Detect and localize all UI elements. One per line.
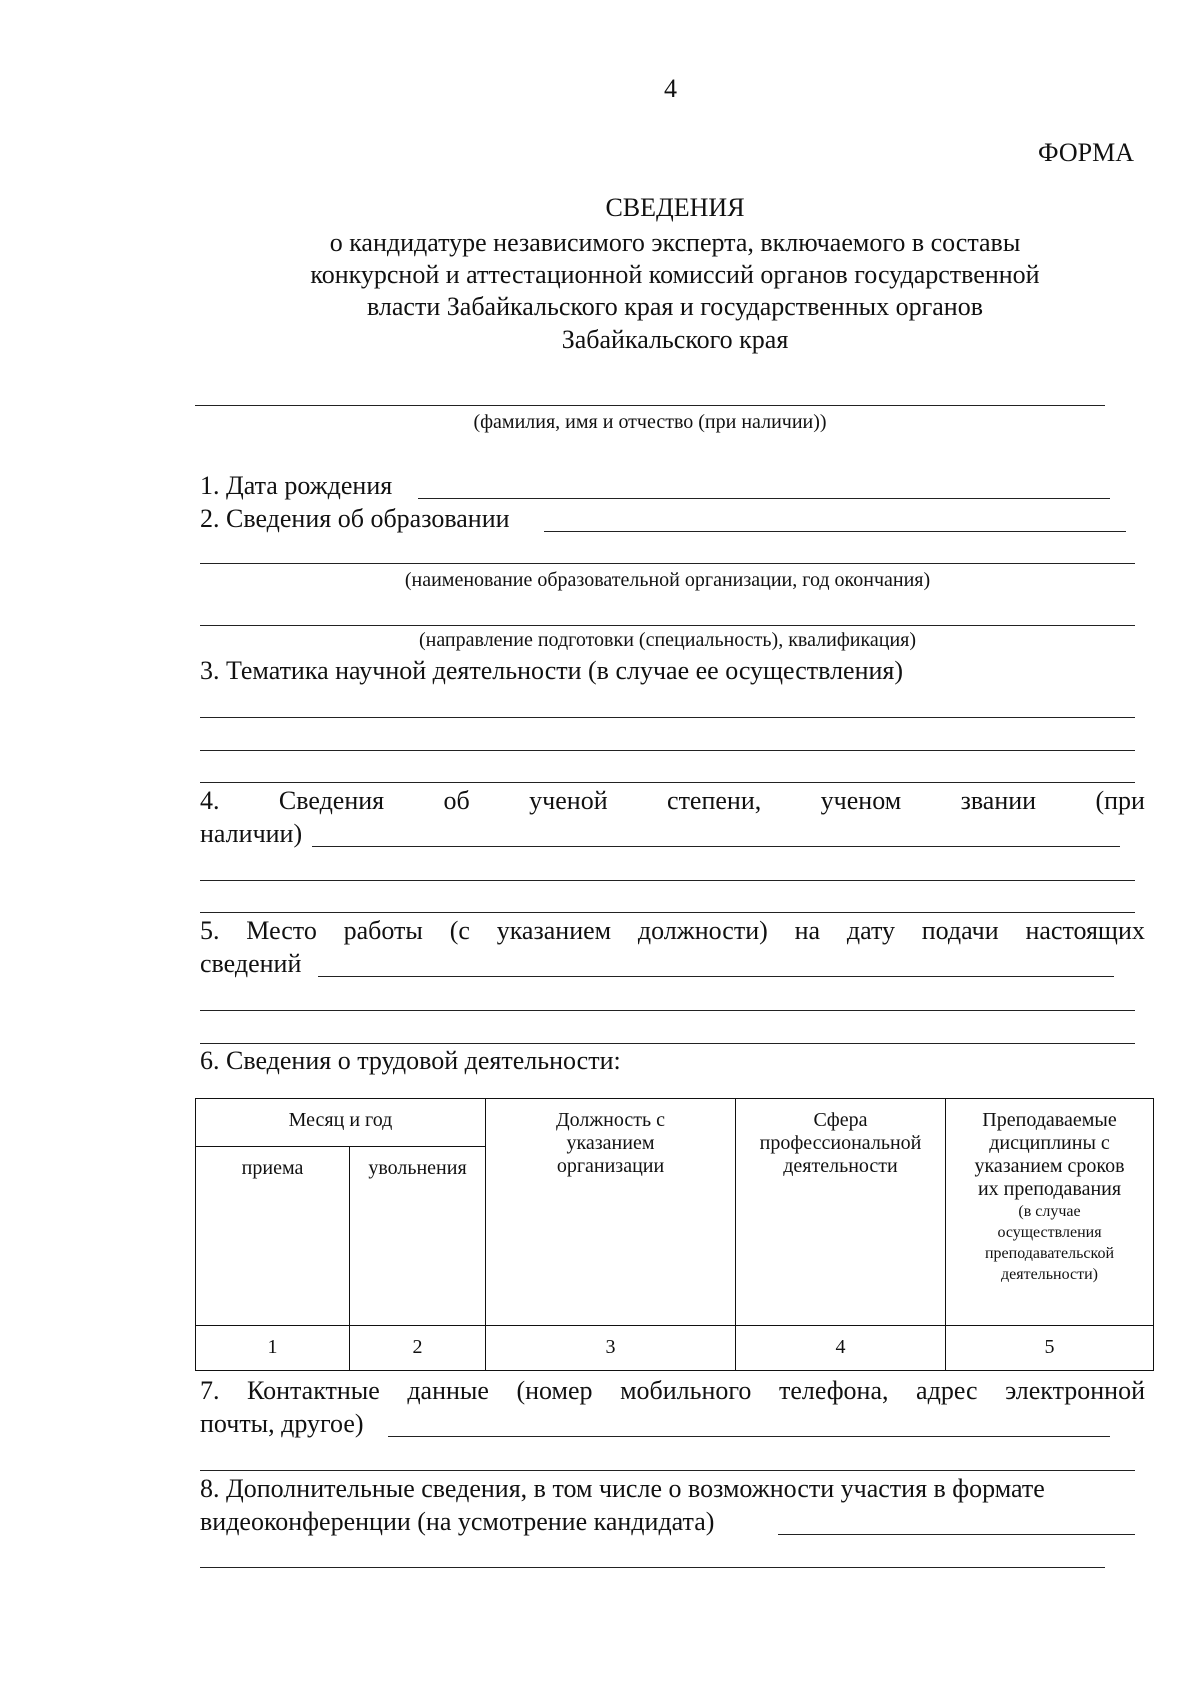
additional-label-line-1: 8. Дополнительные сведения, в том числе о возможности участия в формате — [200, 1474, 1045, 1503]
document-title: СВЕДЕНИЯ — [605, 193, 745, 222]
contacts-word: электронной — [1005, 1376, 1145, 1405]
position-header-line: Должность с — [556, 1109, 665, 1131]
science-input-line-2[interactable] — [200, 750, 1135, 751]
work-input-line-2[interactable] — [200, 1010, 1135, 1011]
education-caption-2: (направление подготовки (специальность), квалификация) — [418, 629, 917, 651]
work-word: работы — [343, 916, 423, 945]
column-number: 1 — [196, 1325, 350, 1370]
degree-word: ученой — [529, 786, 608, 815]
contacts-word: (номер — [516, 1376, 593, 1405]
position-header — [486, 1099, 736, 1326]
degree-word: ученом — [820, 786, 902, 815]
disciplines-note-line: деятельности) — [1001, 1266, 1098, 1283]
work-word: должности) — [637, 916, 768, 945]
degree-input-line-2[interactable] — [200, 880, 1135, 881]
position-header-line: указанием — [566, 1132, 655, 1154]
subtitle-line-4: Забайкальского края — [561, 325, 789, 354]
labor-label: 6. Сведения о трудовой деятельности: — [200, 1046, 621, 1075]
subtitle-line-1: о кандидатуре независимого эксперта, включаемого в составы — [329, 228, 1021, 257]
column-number: 2 — [350, 1325, 486, 1370]
disciplines-header-line: Преподаваемые — [982, 1109, 1117, 1131]
degree-label-line-1 — [200, 785, 1145, 817]
position-header-line: организации — [556, 1155, 665, 1177]
contacts-word: адрес — [916, 1376, 978, 1405]
disciplines-header-line: дисциплины с — [989, 1132, 1110, 1154]
sphere-header-line: деятельности — [783, 1155, 898, 1177]
disciplines-note-line: преподавательской — [984, 1245, 1115, 1262]
dismissal-header: увольнения — [350, 1147, 486, 1326]
additional-input-line-2[interactable] — [200, 1567, 1105, 1568]
degree-input-line-3[interactable] — [200, 912, 1135, 913]
disciplines-note-line: (в случае — [1018, 1203, 1081, 1220]
column-number: 3 — [486, 1325, 736, 1370]
work-word: Место — [246, 916, 317, 945]
sphere-header — [736, 1099, 946, 1326]
contacts-word: данные — [407, 1376, 489, 1405]
contacts-label-line-2: почты, другое) — [200, 1409, 364, 1438]
birth-date-label: 1. Дата рождения — [200, 471, 393, 500]
work-word: (с — [449, 916, 470, 945]
degree-word: (при — [1095, 786, 1145, 815]
contacts-word: 7. — [200, 1376, 220, 1405]
disciplines-header-line: их преподавания — [977, 1178, 1122, 1200]
contacts-label-line-1 — [200, 1375, 1145, 1407]
birth-date-input-line[interactable] — [418, 498, 1110, 499]
education-input-line-3[interactable] — [200, 625, 1135, 626]
work-history-table — [195, 1098, 1154, 1371]
contacts-input-line-1[interactable] — [388, 1436, 1110, 1437]
science-label: 3. Тематика научной деятельности (в случае ее осуществления) — [200, 656, 904, 685]
sphere-header-line: профессиональной — [759, 1132, 922, 1154]
page-number: 4 — [664, 74, 677, 103]
work-input-line-1[interactable] — [318, 976, 1114, 977]
degree-word: степени, — [667, 786, 762, 815]
contacts-word: телефона, — [778, 1376, 889, 1405]
sphere-header-line: Сфера — [813, 1109, 868, 1131]
work-word: настоящих — [1025, 916, 1145, 945]
subtitle-line-3: власти Забайкальского края и государственных органов — [366, 292, 983, 321]
work-label-line-1 — [200, 915, 1145, 947]
education-input-line-2[interactable] — [200, 563, 1135, 564]
disciplines-note-line: осуществления — [997, 1224, 1102, 1241]
contacts-input-line-2[interactable] — [200, 1470, 1135, 1471]
disciplines-header — [946, 1099, 1154, 1326]
work-word: подачи — [921, 916, 999, 945]
science-input-line-1[interactable] — [200, 717, 1135, 718]
work-input-line-3[interactable] — [200, 1043, 1135, 1044]
education-input-line[interactable] — [544, 531, 1126, 532]
degree-word: звании — [960, 786, 1037, 815]
work-word: на — [794, 916, 821, 945]
education-label: 2. Сведения об образовании — [200, 504, 510, 533]
subtitle-line-2: конкурсной и аттестационной комиссий органов государственной — [310, 260, 1040, 289]
degree-label-line-2: наличии) — [200, 819, 303, 848]
contacts-word: Контактные — [247, 1376, 380, 1405]
form-label: ФОРМА — [1038, 138, 1134, 167]
education-caption-1: (наименование образовательной организации, год окончания) — [404, 569, 931, 591]
disciplines-header-line: указанием сроков — [974, 1155, 1125, 1177]
column-number: 5 — [946, 1325, 1154, 1370]
work-word: 5. — [200, 916, 220, 945]
work-label-line-2: сведений — [200, 949, 302, 978]
degree-word: 4. — [200, 786, 220, 815]
degree-word: об — [443, 786, 470, 815]
column-number: 4 — [736, 1325, 946, 1370]
work-word: дату — [846, 916, 895, 945]
contacts-word: мобильного — [620, 1376, 752, 1405]
science-input-line-3[interactable] — [200, 782, 1135, 783]
additional-input-line-1[interactable] — [778, 1534, 1135, 1535]
fio-caption: (фамилия, имя и отчество (при наличии)) — [473, 411, 827, 433]
degree-input-line-1[interactable] — [312, 846, 1120, 847]
additional-label-line-2: видеоконференции (на усмотрение кандидата) — [200, 1507, 715, 1536]
month-year-header: Месяц и год — [196, 1099, 486, 1147]
work-word: указанием — [496, 916, 612, 945]
hire-header: приема — [196, 1147, 350, 1326]
fio-input-line[interactable] — [195, 405, 1105, 406]
degree-word: Сведения — [278, 786, 385, 815]
